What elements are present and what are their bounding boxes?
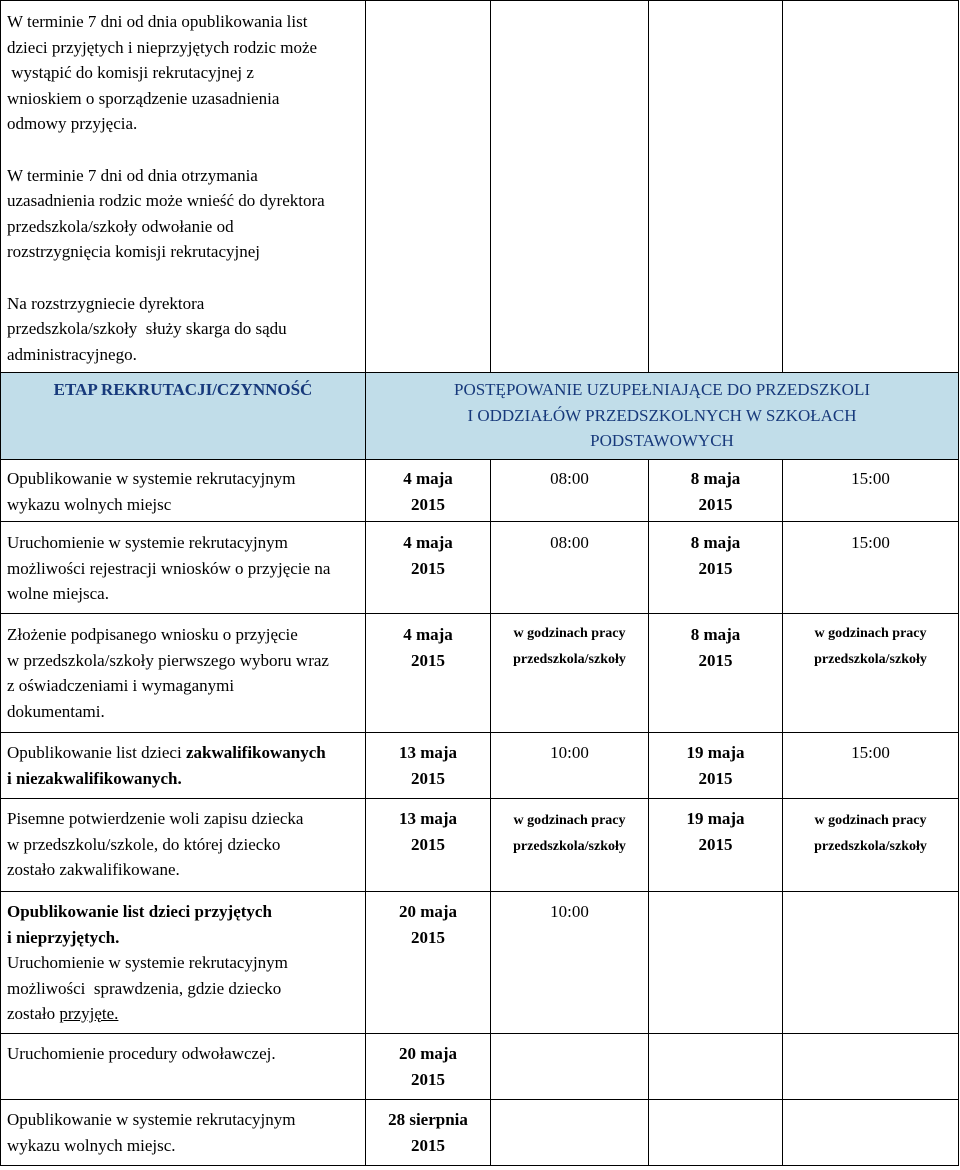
activity-text: z oświadczeniami i wymaganymi — [7, 676, 235, 695]
activity-text: Opublikowanie w systemie rekrutacyjnym — [7, 469, 296, 488]
start-date: 13 maja — [398, 809, 458, 828]
end-note: w godzinach pracy — [814, 813, 927, 828]
end-time-cell — [783, 460, 959, 522]
activity-text-bold: zakwalifikowanych — [185, 743, 326, 762]
start-date-cell — [366, 733, 491, 799]
end-date-cell — [649, 460, 783, 522]
end-note-cell — [783, 799, 959, 892]
activity-text: Uruchomienie procedury odwoławczej. — [7, 1044, 276, 1063]
end-date: 8 maja — [690, 469, 741, 488]
start-date: 20 maja — [398, 902, 458, 921]
table-row — [1, 1034, 959, 1100]
intro-text: odmowy przyjęcia. — [7, 114, 138, 133]
activity-cell — [1, 522, 366, 614]
activity-text: możliwości sprawdzenia, gdzie dziecko — [7, 978, 282, 998]
intro-text: rozstrzygnięcia komisji rekrutacyjnej — [7, 242, 261, 261]
end-year: 2015 — [698, 650, 733, 670]
end-time: 15:00 — [851, 743, 890, 762]
end-date: 19 maja — [686, 743, 745, 762]
start-year: 2015 — [411, 1069, 445, 1089]
intro-text: uzasadnienia rodzic może wnieść do dyrektora — [7, 191, 325, 210]
activity-cell — [1, 1034, 366, 1100]
empty-cell — [783, 1100, 959, 1166]
activity-text: dokumentami. — [7, 701, 105, 721]
start-date: 4 maja — [403, 533, 453, 552]
procedure-header — [366, 373, 959, 460]
activity-text: wykazu wolnych miejsc — [7, 494, 172, 514]
intro-text: administracyjnego. — [7, 344, 137, 364]
activity-text: Uruchomienie w systemie rekrutacyjnym — [7, 533, 288, 552]
start-time-cell — [491, 733, 649, 799]
intro-paragraph-1 — [7, 9, 365, 137]
stage-header-label: ETAP REKRUTACJI/CZYNNOŚĆ — [53, 380, 313, 399]
start-note: w godzinach pracy — [513, 626, 626, 641]
end-year: 2015 — [698, 768, 733, 788]
table-row — [1, 892, 959, 1034]
end-time-cell — [783, 522, 959, 614]
activity-text-bold: Opublikowanie list dzieci przyjętych — [7, 902, 272, 921]
activity-text: Złożenie podpisanego wniosku o przyjęcie — [7, 625, 298, 644]
start-date-cell — [366, 522, 491, 614]
intro-text: W terminie 7 dni od dnia otrzymania — [7, 165, 258, 185]
start-time: 10:00 — [550, 902, 589, 921]
table-row — [1, 522, 959, 614]
table-row — [1, 799, 959, 892]
table-row — [1, 614, 959, 733]
intro-row — [1, 1, 959, 373]
empty-cell — [783, 892, 959, 1034]
intro-paragraph-2 — [7, 163, 365, 265]
start-time: 08:00 — [550, 533, 589, 552]
activity-text: wykazu wolnych miejsc. — [7, 1135, 176, 1155]
end-date-cell — [649, 522, 783, 614]
start-date-cell — [366, 1100, 491, 1166]
end-note: przedszkola/szkoły — [814, 839, 927, 854]
start-date-cell — [366, 1034, 491, 1100]
header-row — [1, 373, 959, 460]
start-time-cell — [491, 892, 649, 1034]
start-date: 4 maja — [403, 625, 453, 644]
start-note: przedszkola/szkoły — [513, 652, 626, 667]
activity-cell — [1, 892, 366, 1034]
empty-cell — [491, 1100, 649, 1166]
start-time-cell — [491, 522, 649, 614]
activity-cell — [1, 614, 366, 733]
start-year: 2015 — [411, 558, 445, 578]
empty-cell — [783, 1034, 959, 1100]
empty-cell — [649, 1034, 783, 1100]
activity-text: Opublikowanie w systemie rekrutacyjnym — [7, 1110, 296, 1129]
end-date: 8 maja — [690, 533, 741, 552]
end-date-cell — [649, 614, 783, 733]
start-date: 20 maja — [398, 1044, 458, 1063]
activity-cell — [1, 733, 366, 799]
end-time: 15:00 — [851, 533, 890, 552]
empty-cell — [649, 892, 783, 1034]
activity-cell — [1, 799, 366, 892]
activity-text: zostało zakwalifikowane. — [7, 860, 180, 879]
end-year: 2015 — [698, 834, 733, 854]
activity-text-bold: i niezakwalifikowanych. — [7, 768, 182, 788]
start-year: 2015 — [411, 927, 445, 947]
activity-cell — [1, 1100, 366, 1166]
empty-cell — [491, 1034, 649, 1100]
start-date: 28 sierpnia — [388, 1110, 468, 1129]
table-row — [1, 460, 959, 522]
start-time: 10:00 — [550, 743, 589, 762]
intro-text: W terminie 7 dni od dnia opublikowania list — [7, 12, 308, 31]
empty-cell — [649, 1, 783, 373]
start-time-cell — [491, 460, 649, 522]
start-year: 2015 — [411, 494, 445, 514]
end-time: 15:00 — [851, 469, 890, 488]
stage-column-header — [1, 373, 366, 460]
end-year: 2015 — [698, 558, 733, 578]
start-note: przedszkola/szkoły — [513, 839, 626, 854]
start-year: 2015 — [411, 834, 445, 854]
activity-text-underlined: przyjęte. — [59, 1004, 119, 1023]
end-date: 8 maja — [690, 625, 741, 644]
end-note-cell — [783, 614, 959, 733]
start-time: 08:00 — [550, 469, 589, 488]
start-date-cell — [366, 614, 491, 733]
intro-text: przedszkola/szkoły odwołanie od — [7, 216, 234, 236]
start-date: 13 maja — [398, 743, 458, 762]
start-date-cell — [366, 460, 491, 522]
activity-cell — [1, 460, 366, 522]
activity-text: zostało — [7, 1004, 60, 1023]
activity-text: możliwości rejestracji wniosków o przyjęcie na — [7, 558, 331, 578]
start-note: w godzinach pracy — [513, 813, 626, 828]
end-date: 19 maja — [686, 809, 745, 828]
activity-text: Uruchomienie w systemie rekrutacyjnym — [7, 953, 288, 972]
activity-text: w przedszkolu/szkole, do której dziecko — [7, 834, 281, 854]
activity-text: Opublikowanie list dzieci — [7, 743, 186, 762]
intro-text: Na rozstrzygniecie dyrektora — [7, 293, 205, 313]
end-note: przedszkola/szkoły — [814, 652, 927, 667]
intro-text: wystąpić do komisji rekrutacyjnej z — [7, 63, 254, 82]
procedure-header-line: POSTĘPOWANIE UZUPEŁNIAJĄCE DO PRZEDSZKOLI — [453, 380, 871, 399]
end-date-cell — [649, 799, 783, 892]
activity-text: wolne miejsca. — [7, 584, 109, 603]
end-date-cell — [649, 733, 783, 799]
start-date: 4 maja — [403, 469, 453, 488]
end-time-cell — [783, 733, 959, 799]
end-note: w godzinach pracy — [814, 626, 927, 641]
start-note-cell — [491, 614, 649, 733]
start-year: 2015 — [411, 650, 445, 670]
intro-cell — [1, 1, 366, 373]
intro-text: dzieci przyjętych i nieprzyjętych rodzic może — [7, 37, 318, 57]
start-date-cell — [366, 892, 491, 1034]
empty-cell — [649, 1100, 783, 1166]
activity-text: Pisemne potwierdzenie woli zapisu dziecka — [7, 809, 304, 828]
start-year: 2015 — [411, 768, 445, 788]
activity-text-bold: i nieprzyjętych. — [7, 927, 120, 947]
start-year: 2015 — [411, 1135, 445, 1155]
intro-paragraph-3 — [7, 291, 365, 368]
procedure-header-line: PODSTAWOWYCH — [590, 431, 734, 450]
empty-cell — [491, 1, 649, 373]
table-row — [1, 1100, 959, 1166]
empty-cell — [783, 1, 959, 373]
intro-text: przedszkola/szkoły służy skarga do sądu — [7, 319, 287, 338]
intro-text: wnioskiem o sporządzenie uzasadnienia — [7, 88, 280, 108]
activity-text: w przedszkola/szkoły pierwszego wyboru wraz — [7, 650, 329, 670]
procedure-header-line: I ODDZIAŁÓW PRZEDSZKOLNYCH W SZKOŁACH — [467, 405, 857, 425]
start-note-cell — [491, 799, 649, 892]
start-date-cell — [366, 799, 491, 892]
table-row — [1, 733, 959, 799]
end-year: 2015 — [698, 494, 733, 514]
empty-cell — [366, 1, 491, 373]
